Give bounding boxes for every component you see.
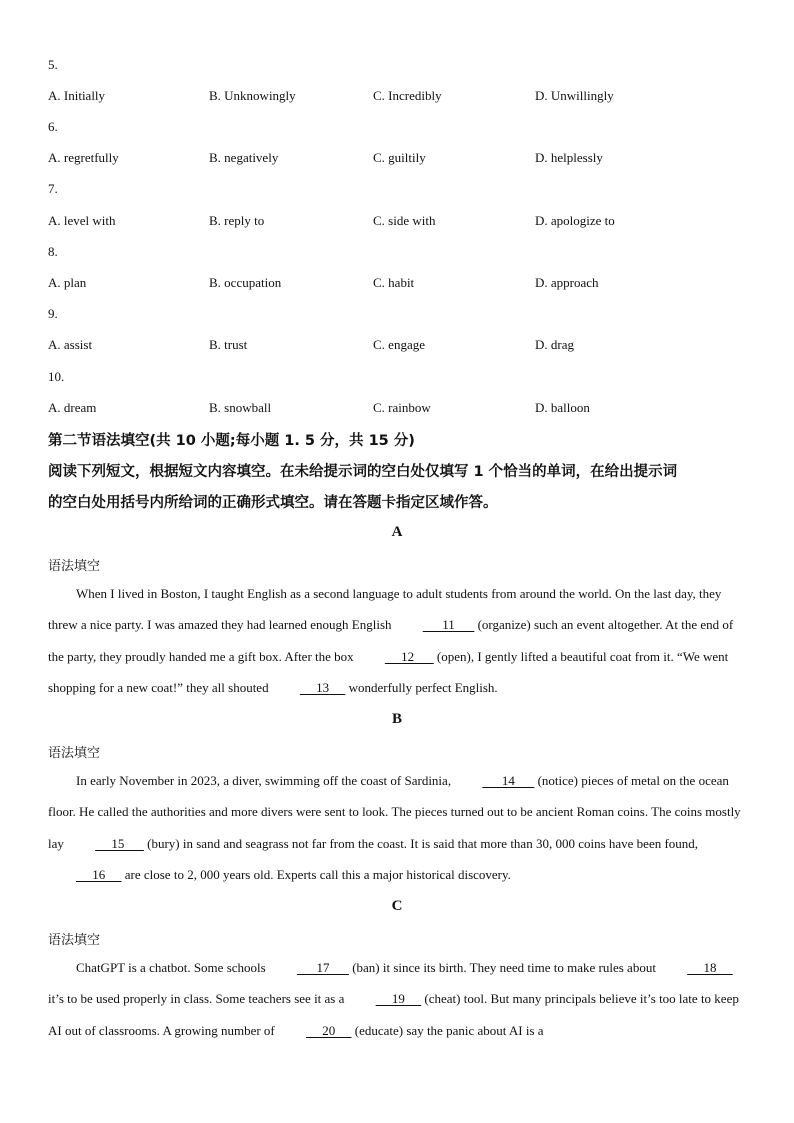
- option-d: D. balloon: [535, 400, 590, 415]
- blank-17: 17: [296, 960, 349, 975]
- blank-15: 15: [95, 835, 144, 851]
- passage-a-text: When I lived in Boston, I taught English as a second language to adult students from around the world. On the last day, they threw a nice party. I was amazed they had learned enough English 11 (organize) such an event altogether. At the end of the party, they proudly handed me a gift box. After the box 12 (open), I gently lifted a beautiful coat from it. “We went shopping for a new coat!” they all shouted 13 wonderfully perfect English.: [48, 578, 748, 703]
- passage-b-text: In early November in 2023, a diver, swimming off the coast of Sardinia, 14 (notice) pieces of metal on the ocean floor. He called the authorities and more divers were sent to look. The pieces turned out to be ancient Roman coins. The coins mostly lay 15 (bury) in sand and seagrass not far from the coast. It is said that more than 30, 000 coins have been found, 16 are close to 2, 000 years old. Experts call this a major historical discovery.: [48, 765, 748, 890]
- passage-label: 语法填空: [48, 933, 101, 948]
- blank-16: 16: [76, 866, 122, 882]
- option-c: C. habit: [373, 275, 415, 290]
- passage-letter: A: [391, 524, 403, 540]
- section-instruction: 的空白处用括号内所给词的正确形式填空。请在答题卡指定区域作答。: [48, 495, 498, 511]
- option-a: A. plan: [48, 275, 87, 290]
- option-b: B. negatively: [209, 150, 279, 165]
- option-c: C. Incredibly: [373, 88, 442, 103]
- option-d: D. Unwillingly: [535, 88, 614, 103]
- section-instruction: 阅读下列短文，根据短文内容填空。在未给提示词的空白处仅填写 1 个恰当的单词，在给出提示词: [48, 464, 678, 480]
- option-c: C. rainbow: [373, 400, 431, 415]
- blank-20: 20: [306, 1022, 352, 1038]
- blank-19: 19: [375, 991, 422, 1007]
- passage-label: 语法填空: [48, 746, 101, 761]
- option-d: D. apologize to: [535, 213, 615, 228]
- blank-12: 12: [384, 648, 434, 664]
- passage-label: 语法填空: [48, 559, 101, 574]
- blank-18: 18: [687, 960, 733, 975]
- question-number: 7.: [48, 181, 58, 196]
- option-c: C. guiltily: [373, 150, 426, 165]
- question-number: 9.: [48, 306, 58, 321]
- option-a: A. level with: [48, 213, 116, 228]
- option-c: C. engage: [373, 337, 425, 352]
- option-c: C. side with: [373, 213, 436, 228]
- option-a: A. Initially: [48, 88, 106, 103]
- question-number: 5.: [48, 57, 58, 72]
- option-d: D. drag: [535, 337, 574, 352]
- option-b: B. occupation: [209, 275, 282, 290]
- option-a: A. assist: [48, 337, 93, 352]
- passage-letter: C: [391, 898, 403, 914]
- passage-c-text: ChatGPT is a chatbot. Some schools 17 (ban) it since its birth. They need time to make rules about 18 it’s to be used properly in class. Some teachers see it as a 19 (cheat) tool. But many principals believe it’s too late to keep AI out of classrooms. A growing number of 20 (educate) say the panic about AI is a: [48, 952, 748, 1046]
- option-a: A. dream: [48, 400, 97, 415]
- section-title: 第二节语法填空(共 10 小题;每小题 1. 5 分，共 15 分): [48, 433, 415, 449]
- blank-14: 14: [482, 773, 535, 788]
- question-number: 8.: [48, 244, 58, 259]
- option-b: B. reply to: [209, 213, 265, 228]
- option-a: A. regretfully: [48, 150, 119, 165]
- option-b: B. snowball: [209, 400, 272, 415]
- question-number: 6.: [48, 119, 58, 134]
- option-b: B. Unknowingly: [209, 88, 296, 103]
- passage-letter: B: [391, 711, 402, 727]
- question-number: 10.: [48, 369, 65, 384]
- blank-13: 13: [299, 679, 346, 695]
- option-d: D. approach: [535, 275, 599, 290]
- blank-11: 11: [422, 617, 475, 633]
- option-b: B. trust: [209, 337, 248, 352]
- option-d: D. helplessly: [535, 150, 603, 165]
